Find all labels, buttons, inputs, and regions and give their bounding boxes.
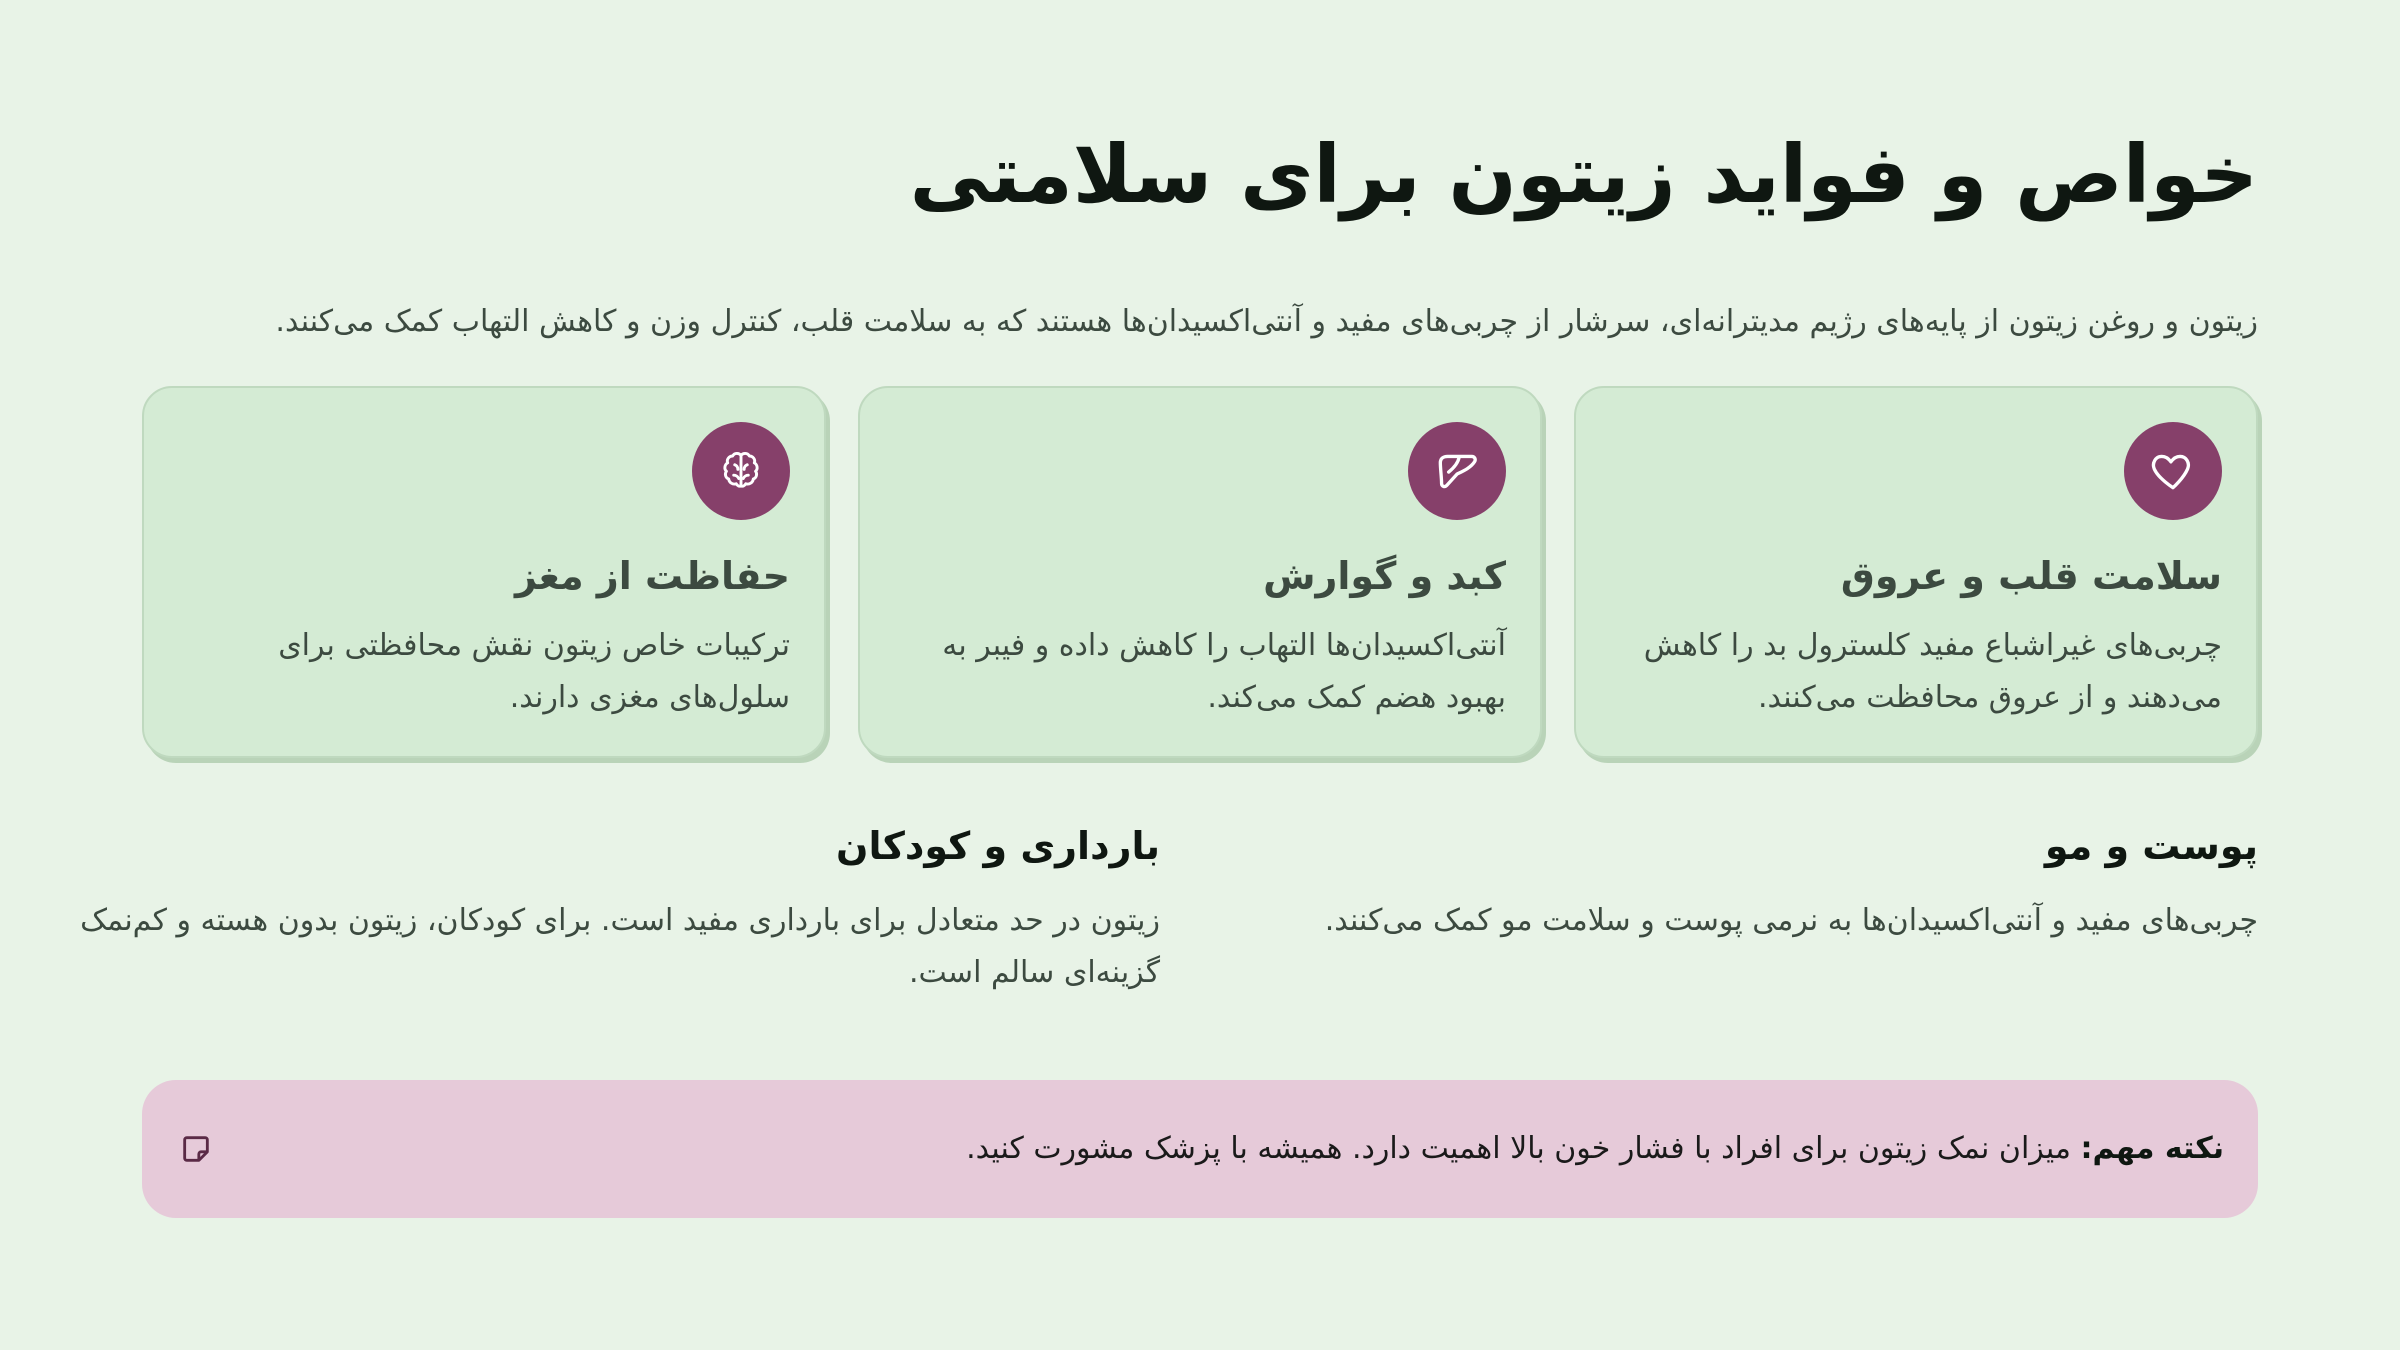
card-title: حفاظت از مغز <box>515 554 790 598</box>
note-body: میزان نمک زیتون برای افراد با فشار خون بالا اهمیت دارد. همیشه با پزشک مشورت کنید. <box>966 1131 2081 1166</box>
page-title: خواص و فواید زیتون برای سلامتی <box>909 128 2258 221</box>
section-title: پوست و مو <box>2044 824 2258 868</box>
sticky-note-icon <box>176 1129 216 1169</box>
heart-icon <box>2124 422 2222 520</box>
card-text: ترکیبات خاص زیتون نقش محافظتی برای سلول‌های مغزی دارند. <box>278 628 790 715</box>
brain-icon <box>692 422 790 520</box>
card-liver <box>858 386 1542 758</box>
card-title: کبد و گوارش <box>1263 554 1506 598</box>
card-text: چربی‌های غیراشباع مفید کلسترول بد را کاهش می‌دهند و از عروق محافظت می‌کنند. <box>1643 628 2222 715</box>
benefit-cards <box>142 386 2258 758</box>
card-brain <box>142 386 826 758</box>
section-title: بارداری و کودکان <box>836 824 1160 868</box>
note-text <box>216 1127 2224 1171</box>
section-text: چربی‌های مفید و آنتی‌اکسیدان‌ها به نرمی پوست و سلامت مو کمک می‌کنند. <box>1324 903 2258 938</box>
important-note <box>142 1080 2258 1218</box>
section-skin-hair <box>1258 815 2258 947</box>
card-heart <box>1574 386 2258 758</box>
note-label: نکته مهم: <box>2080 1131 2224 1166</box>
section-text: زیتون در حد متعادل برای بارداری مفید است. برای کودکان، زیتون بدون هسته و کم‌نمک گزینه‌ای سالم است. <box>80 903 1160 990</box>
liver-icon <box>1408 422 1506 520</box>
card-text: آنتی‌اکسیدان‌ها التهاب را کاهش داده و فیبر به بهبود هضم کمک می‌کند. <box>942 628 1506 715</box>
section-pregnancy-children <box>80 815 1160 999</box>
card-title: سلامت قلب و عروق <box>1840 554 2222 598</box>
page-subtitle: زیتون و روغن زیتون از پایه‌های رژیم مدیترانه‌ای، سرشار از چربی‌های مفید و آنتی‌اکسیدان‌ها هستند که به سلامت قلب، کنترل وزن و کاهش التهاب کمک می‌کنند. <box>275 304 2258 339</box>
